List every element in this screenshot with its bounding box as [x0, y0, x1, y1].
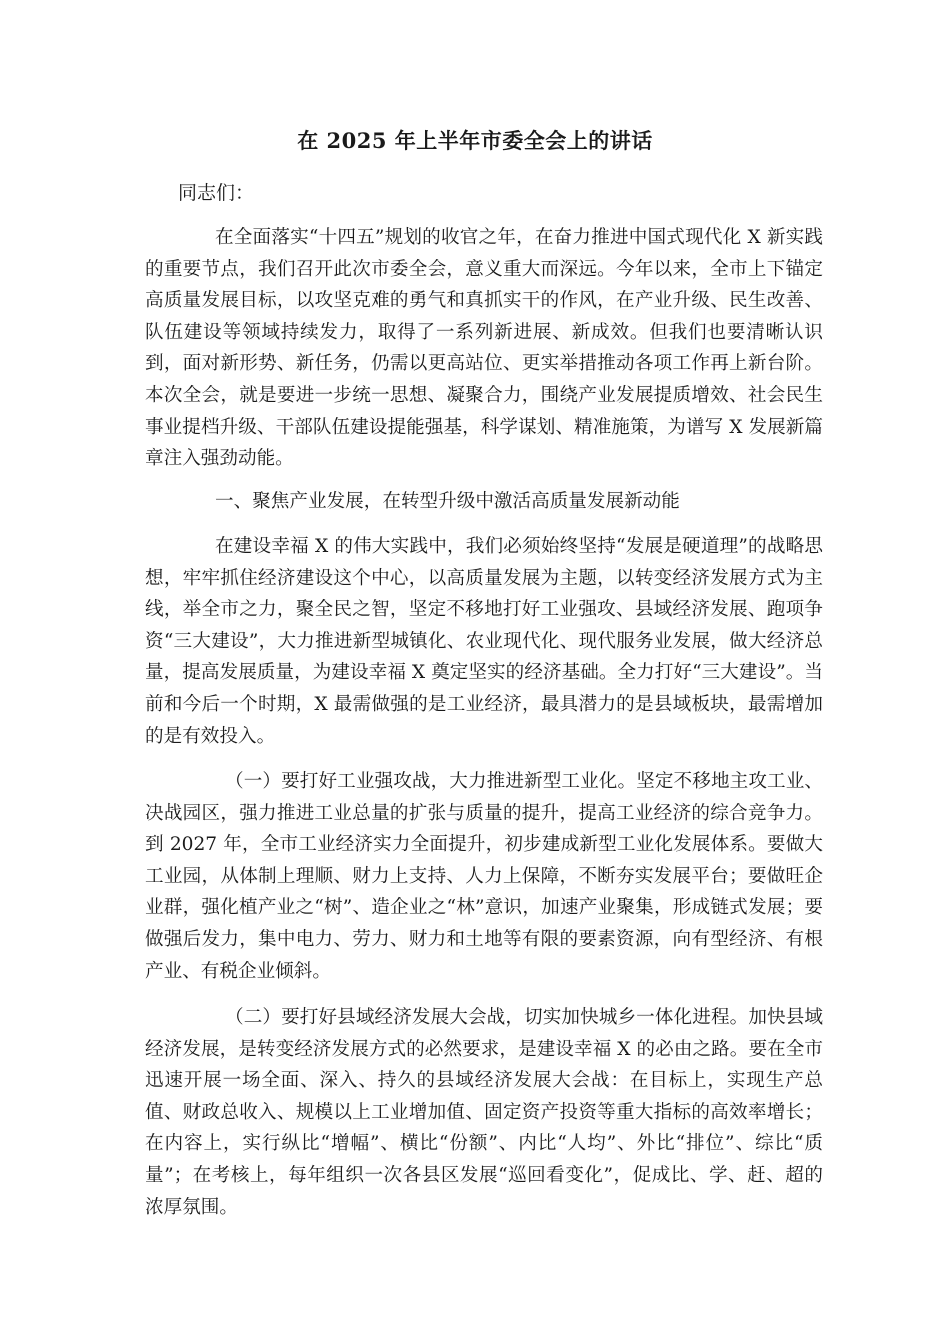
section-1-paragraph: 在建设幸福 X 的伟大实践中，我们必须始终坚持“发展是硬道理”的战略思想，牢牢抓住经济建设这个中心，以高质量发展为主题，以转变经济发展方式为主线，举全市之力，聚全民之智，坚定不移地打好工业强攻、县域经济发展、跑项争资“三大建设”，大力推进新型城镇化、农业现代化、现代服务业发展，做大经济总量，提高发展质量，为建设幸福 X 奠定坚实的经济基础。全力打好“三大建设”。当前和今后一个时期，X 最需做强的是工业经济，最具潜力的是县域板块，最需增加的是有效投入。 [145, 536, 823, 747]
document-title: 在 2025 年上半年市委全会上的讲话 [297, 128, 653, 153]
subsection-2-paragraph: （二）要打好县域经济发展大会战，切实加快城乡一体化进程。加快县域经济发展，是转变经济发展方式的必然要求，是建设幸福 X 的必由之路。要在全市迅速开展一场全面、深入、持久的县域经济发展大会战：在目标上，实现生产总值、财政总收入、规模以上工业增加值、固定资产投资等重大指标的高效率增长；在内容上，实行纵比“增幅”、横比“份额”、内比“人均”、外比“排位”、综比“质量”；在考核上，每年组织一次各县区发展“巡回看变化”，促成比、学、赶、超的浓厚氛围。 [145, 1007, 823, 1218]
subsection-1-paragraph: （一）要打好工业强攻战，大力推进新型工业化。坚定不移地主攻工业、决战园区，强力推进工业总量的扩张与质量的提升，提高工业经济的综合竞争力。到 2027 年，全市工业经济实力全面提升，初步建成新型工业化发展体系。要做大工业园，从体制上理顺、财力上支持、人力上保障，不断夯实发展平台；要做旺企业群，强化植产业之“树”、造企业之“林”意识，加速产业聚集，形成链式发展；要做强后发力，集中电力、劳力、财力和土地等有限的要素资源，向有型经济、有根产业、有税企业倾斜。 [145, 771, 823, 982]
section-heading-1: 一、聚焦产业发展，在转型升级中激活高质量发展新动能 [215, 491, 680, 512]
intro-paragraph: 在全面落实“十四五”规划的收官之年，在奋力推进中国式现代化 X 新实践的重要节点，我们召开此次市委全会，意义重大而深远。今年以来，全市上下锚定高质量发展目标，以攻坚克难的勇气和真抓实干的作风，在产业升级、民生改善、队伍建设等领域持续发力，取得了一系列新进展、新成效。但我们也要清晰认识到，面对新形势、新任务，仍需以更高站位、更实举措推动各项工作再上新台阶。本次全会，就是要进一步统一思想、凝聚合力，围绕产业发展提质增效、社会民生事业提档升级、干部队伍建设提能强基，科学谋划、精准施策，为谱写 X 发展新篇章注入强劲动能。 [145, 227, 823, 470]
salutation: 同志们： [178, 182, 255, 204]
